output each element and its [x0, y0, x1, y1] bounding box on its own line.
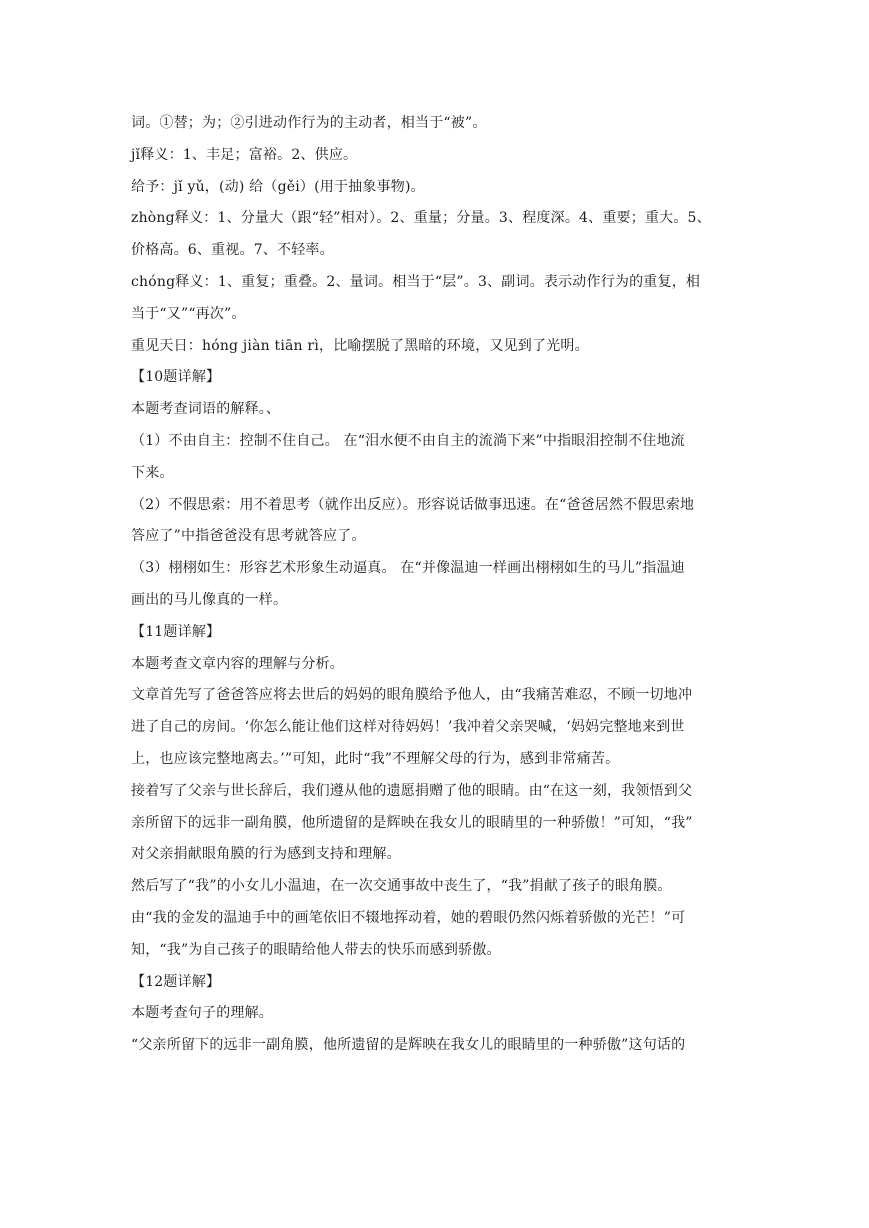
- text-line: 下来。: [131, 464, 174, 481]
- text-line: 上，也应该完整地离去。’”可知，此时“我”不理解父母的行为，感到非常痛苦。: [131, 750, 620, 767]
- text-line: 对父亲捐献眼角膜的行为感到支持和理解。: [131, 846, 401, 863]
- text-line: 本题考查句子的理解。: [131, 1005, 273, 1022]
- document-page: [131, 108, 741, 1062]
- text-line: 本题考查文章内容的理解与分析。: [131, 655, 344, 672]
- text-line: 本题考查词语的解释。、: [131, 401, 281, 418]
- section-heading: 【10题详解】: [131, 369, 221, 386]
- text-line: jǐ释义：1、丰足；富裕。2、供应。: [131, 146, 358, 163]
- text-line: 由“我的金发的温迪手中的画笔依旧不辍地挥动着，她的碧眼仍然闪烁着骄傲的光芒！”可: [131, 909, 686, 926]
- text-line: 画出的马儿像真的一样。: [131, 591, 288, 608]
- text-line: 当于“又”“再次”。: [131, 305, 246, 322]
- text-line: 价格高。6、重视。7、不轻率。: [131, 242, 334, 259]
- section-heading: 【11题详解】: [131, 623, 221, 640]
- text-line: 答应了”中指爸爸没有思考就答应了。: [131, 528, 366, 545]
- text-line: （1）不由自主：控制不住自己。 在“泪水便不由自主的流淌下来”中指眼泪控制不住地流: [131, 432, 685, 449]
- text-line: 给予：jǐ yǔ，(动) 给（gěi）(用于抽象事物)。: [131, 178, 425, 195]
- text-line: 然后写了“我”的小女儿小温迪，在一次交通事故中丧生了，“我”捐献了孩子的眼角膜。: [131, 878, 672, 895]
- text-line: 知，“我”为自己孩子的眼睛给他人带去的快乐而感到骄傲。: [131, 941, 501, 958]
- text-line: （2）不假思索：用不着思考（就作出反应）。形容说话做事迅速。在“爸爸居然不假思索地: [131, 496, 695, 513]
- text-line: zhòng释义：1、分量大（跟“轻”相对）。2、重量；分量。3、程度深。4、重要；重大。5、: [131, 210, 711, 227]
- text-line: 接着写了父亲与世长辞后，我们遵从他的遗愿捐赠了他的眼睛。由“在这一刻，我领悟到父: [131, 782, 693, 799]
- text-line: （3）栩栩如生：形容艺术形象生动逼真。 在“并像温迪一样画出栩栩如生的马儿”指温迪: [131, 560, 685, 577]
- text-line: chóng释义：1、重复；重叠。2、量词。相当于“层”。3、副词。表示动作行为的重复，相: [131, 273, 701, 290]
- text-line: 词。①替；为；②引进动作行为的主动者，相当于“被”。: [131, 115, 487, 131]
- text-line: 进了自己的房间。‘你怎么能让他们这样对待妈妈！’我冲着父亲哭喊，‘妈妈完整地来到世: [131, 719, 685, 736]
- text-line: “父亲所留下的远非一副角膜，他所遗留的是辉映在我女儿的眼睛里的一种骄傲”这句话的: [131, 1037, 686, 1054]
- text-line: 亲所留下的远非一副角膜，他所遗留的是辉映在我女儿的眼睛里的一种骄傲！”可知，“我”: [131, 814, 693, 831]
- text-line: 重见天日：hóng jiàn tiān rì，比喻摆脱了黑暗的环境，又见到了光明。: [131, 337, 589, 354]
- text-line: 文章首先写了爸爸答应将去世后的妈妈的眼角膜给予他人，由“我痛苦难忍，不顾一切地冲: [131, 687, 693, 704]
- section-heading: 【12题详解】: [131, 973, 221, 990]
